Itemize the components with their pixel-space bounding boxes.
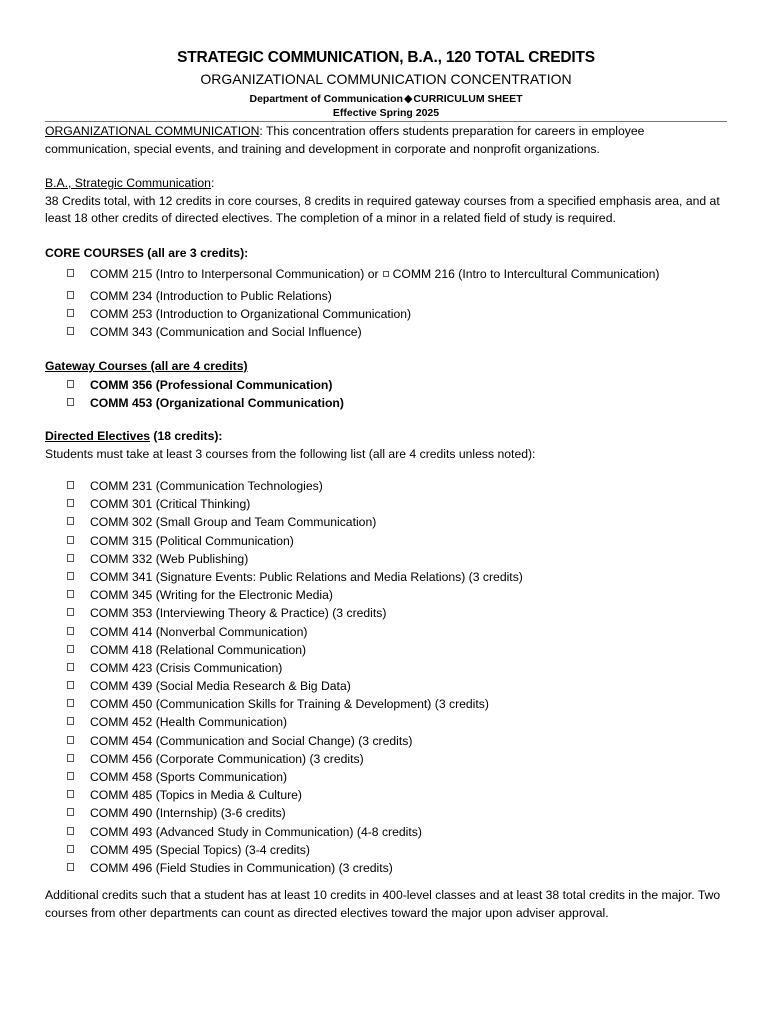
list-item xyxy=(67,823,523,841)
list-item xyxy=(67,641,523,659)
gateway-course-list xyxy=(67,376,344,412)
list-item xyxy=(67,495,523,513)
list-item xyxy=(67,732,523,750)
elective-course-label: COMM 458 (Sports Communication) xyxy=(90,770,288,784)
list-item xyxy=(67,623,523,641)
checkbox-icon[interactable] xyxy=(67,845,74,853)
checkbox-icon[interactable] xyxy=(67,627,74,635)
list-item xyxy=(67,695,523,713)
list-item xyxy=(67,586,523,604)
list-item xyxy=(67,550,523,568)
list-item xyxy=(67,750,523,768)
elective-course-label: COMM 345 (Writing for the Electronic Media) xyxy=(90,588,333,603)
core-course-label: COMM 253 (Introduction to Organizational Communication) xyxy=(90,307,412,322)
list-item xyxy=(67,677,523,695)
elective-course-label: COMM 231 (Communication Technologies) xyxy=(90,479,323,493)
core-heading: CORE COURSES (all are 3 credits): xyxy=(45,246,249,260)
checkbox-icon[interactable] xyxy=(67,309,74,317)
sheet-label: CURRICULUM SHEET xyxy=(413,93,523,105)
checkbox-icon[interactable] xyxy=(67,808,74,816)
checkbox-icon[interactable] xyxy=(67,699,74,707)
list-item xyxy=(67,713,523,731)
list-item xyxy=(67,804,523,822)
intro-text: : This concentration offers students preparation for careers in employee communication, special events, and training and development in corporate and nonprofit organizations. xyxy=(45,124,645,156)
checkbox-icon[interactable] xyxy=(67,269,74,277)
electives-credits: (18 credits): xyxy=(150,429,223,443)
checkbox-icon[interactable] xyxy=(67,645,74,653)
core-course-label: COMM 234 (Introduction to Public Relations) xyxy=(90,289,332,303)
checkbox-icon[interactable] xyxy=(67,827,74,835)
page-title: STRATEGIC COMMUNICATION, B.A., 120 TOTAL CREDITS xyxy=(177,49,595,66)
elective-course-label: COMM 496 (Field Studies in Communication) (3 credits) xyxy=(90,860,393,875)
elective-course-label: COMM 456 (Corporate Communication) (3 credits) xyxy=(90,751,364,766)
department-line xyxy=(45,92,727,105)
department-name: Department of Communication xyxy=(249,93,403,105)
elective-course-label: COMM 452 (Health Communication) xyxy=(90,715,288,730)
checkbox-icon[interactable] xyxy=(67,717,74,725)
list-item xyxy=(67,305,659,323)
elective-course-label: COMM 414 (Nonverbal Communication) xyxy=(90,624,308,639)
list-item xyxy=(67,477,523,495)
checkbox-icon[interactable] xyxy=(67,590,74,598)
ba-colon: : xyxy=(210,176,215,190)
checkbox-icon[interactable] xyxy=(67,291,74,299)
checkbox-icon[interactable] xyxy=(383,271,389,277)
effective-date: Effective Spring 2025 xyxy=(332,107,440,119)
gateway-course-label: COMM 356 (Professional Communication) xyxy=(90,378,333,392)
elective-course-label: COMM 315 (Political Communication) xyxy=(90,533,294,548)
list-item xyxy=(67,265,659,287)
checkbox-icon[interactable] xyxy=(67,754,74,762)
checkbox-icon[interactable] xyxy=(67,327,74,335)
list-item xyxy=(67,841,523,859)
intro-heading: ORGANIZATIONAL COMMUNICATION xyxy=(45,124,260,138)
electives-heading: Directed Electives xyxy=(45,429,151,443)
list-item xyxy=(67,859,523,877)
gateway-course-label: COMM 453 (Organizational Communication) xyxy=(90,396,344,411)
elective-course-label: COMM 302 (Small Group and Team Communication) xyxy=(90,515,377,530)
checkbox-icon[interactable] xyxy=(67,572,74,580)
header-divider xyxy=(45,121,727,122)
list-item xyxy=(67,604,523,622)
list-item xyxy=(67,532,523,550)
checkbox-icon[interactable] xyxy=(67,380,74,388)
elective-course-label: COMM 439 (Social Media Research & Big Data) xyxy=(90,679,351,694)
elective-course-label: COMM 341 (Signature Events: Public Relations and Media Relations) (3 credits) xyxy=(90,569,523,584)
checkbox-icon[interactable] xyxy=(67,536,74,544)
checkbox-icon[interactable] xyxy=(67,772,74,780)
elective-course-label: COMM 353 (Interviewing Theory & Practice) (3 credits) xyxy=(90,606,387,621)
checkbox-icon[interactable] xyxy=(67,608,74,616)
checkbox-icon[interactable] xyxy=(67,663,74,671)
elective-course-label: COMM 454 (Communication and Social Change) (3 credits) xyxy=(90,733,413,748)
page-subtitle: ORGANIZATIONAL COMMUNICATION CONCENTRATION xyxy=(200,71,572,87)
list-item xyxy=(67,513,523,531)
checkbox-icon[interactable] xyxy=(67,481,74,489)
elective-course-label: COMM 495 (Special Topics) (3-4 credits) xyxy=(90,842,310,857)
checkbox-icon[interactable] xyxy=(67,517,74,525)
checkbox-icon[interactable] xyxy=(67,499,74,507)
core-course-216: COMM 216 (Intro to Intercultural Communication) xyxy=(392,267,660,281)
list-item xyxy=(67,568,523,586)
list-item xyxy=(67,323,659,341)
list-item xyxy=(67,768,523,786)
elective-course-label: COMM 450 (Communication Skills for Training & Development) (3 credits) xyxy=(90,697,489,712)
electives-heading-line xyxy=(45,428,727,446)
checkbox-icon[interactable] xyxy=(67,554,74,562)
elective-course-label: COMM 485 (Topics in Media & Culture) xyxy=(90,788,302,803)
checkbox-icon[interactable] xyxy=(67,681,74,689)
checkbox-icon[interactable] xyxy=(67,863,74,871)
gateway-heading: Gateway Courses (all are 4 credits) xyxy=(45,359,248,373)
footer-note: Additional credits such that a student has at least 10 credits in 400-level classes and at least 38 total credits in the major. Two courses from other departments can count as directed electives toward the major upon adviser approval. xyxy=(45,888,721,920)
ba-text: 38 Credits total, with 12 credits in core courses, 8 credits in required gateway courses from a specified emphasis area, and at least 18 other credits of directed electives. The completion of a minor in a related field of study is required. xyxy=(45,193,720,225)
checkbox-icon[interactable] xyxy=(67,398,74,406)
electives-course-list xyxy=(67,477,523,877)
list-item xyxy=(67,786,523,804)
list-item xyxy=(67,287,659,305)
elective-course-label: COMM 332 (Web Publishing) xyxy=(90,551,249,566)
checkbox-icon[interactable] xyxy=(67,790,74,798)
elective-course-label: COMM 418 (Relational Communication) xyxy=(90,642,307,657)
elective-course-label: COMM 493 (Advanced Study in Communication) (4-8 credits) xyxy=(90,824,422,839)
core-course-215: COMM 215 (Intro to Interpersonal Communication) or xyxy=(90,267,379,281)
ba-paragraph xyxy=(45,175,727,228)
electives-instructions: Students must take at least 3 courses from the following list (all are 4 credits unless noted): xyxy=(45,447,536,461)
core-course-list xyxy=(67,265,659,342)
checkbox-icon[interactable] xyxy=(67,736,74,744)
intro-paragraph xyxy=(45,123,727,158)
elective-course-label: COMM 301 (Critical Thinking) xyxy=(90,497,251,512)
elective-course-label: COMM 490 (Internship) (3-6 credits) xyxy=(90,806,286,821)
diamond-icon: ◆ xyxy=(403,93,413,105)
list-item xyxy=(67,376,344,394)
list-item xyxy=(67,394,344,412)
ba-heading: B.A., Strategic Communication xyxy=(45,176,211,190)
core-course-label: COMM 343 (Communication and Social Influence) xyxy=(90,325,362,340)
elective-course-label: COMM 423 (Crisis Communication) xyxy=(90,660,283,675)
list-item xyxy=(67,659,523,677)
